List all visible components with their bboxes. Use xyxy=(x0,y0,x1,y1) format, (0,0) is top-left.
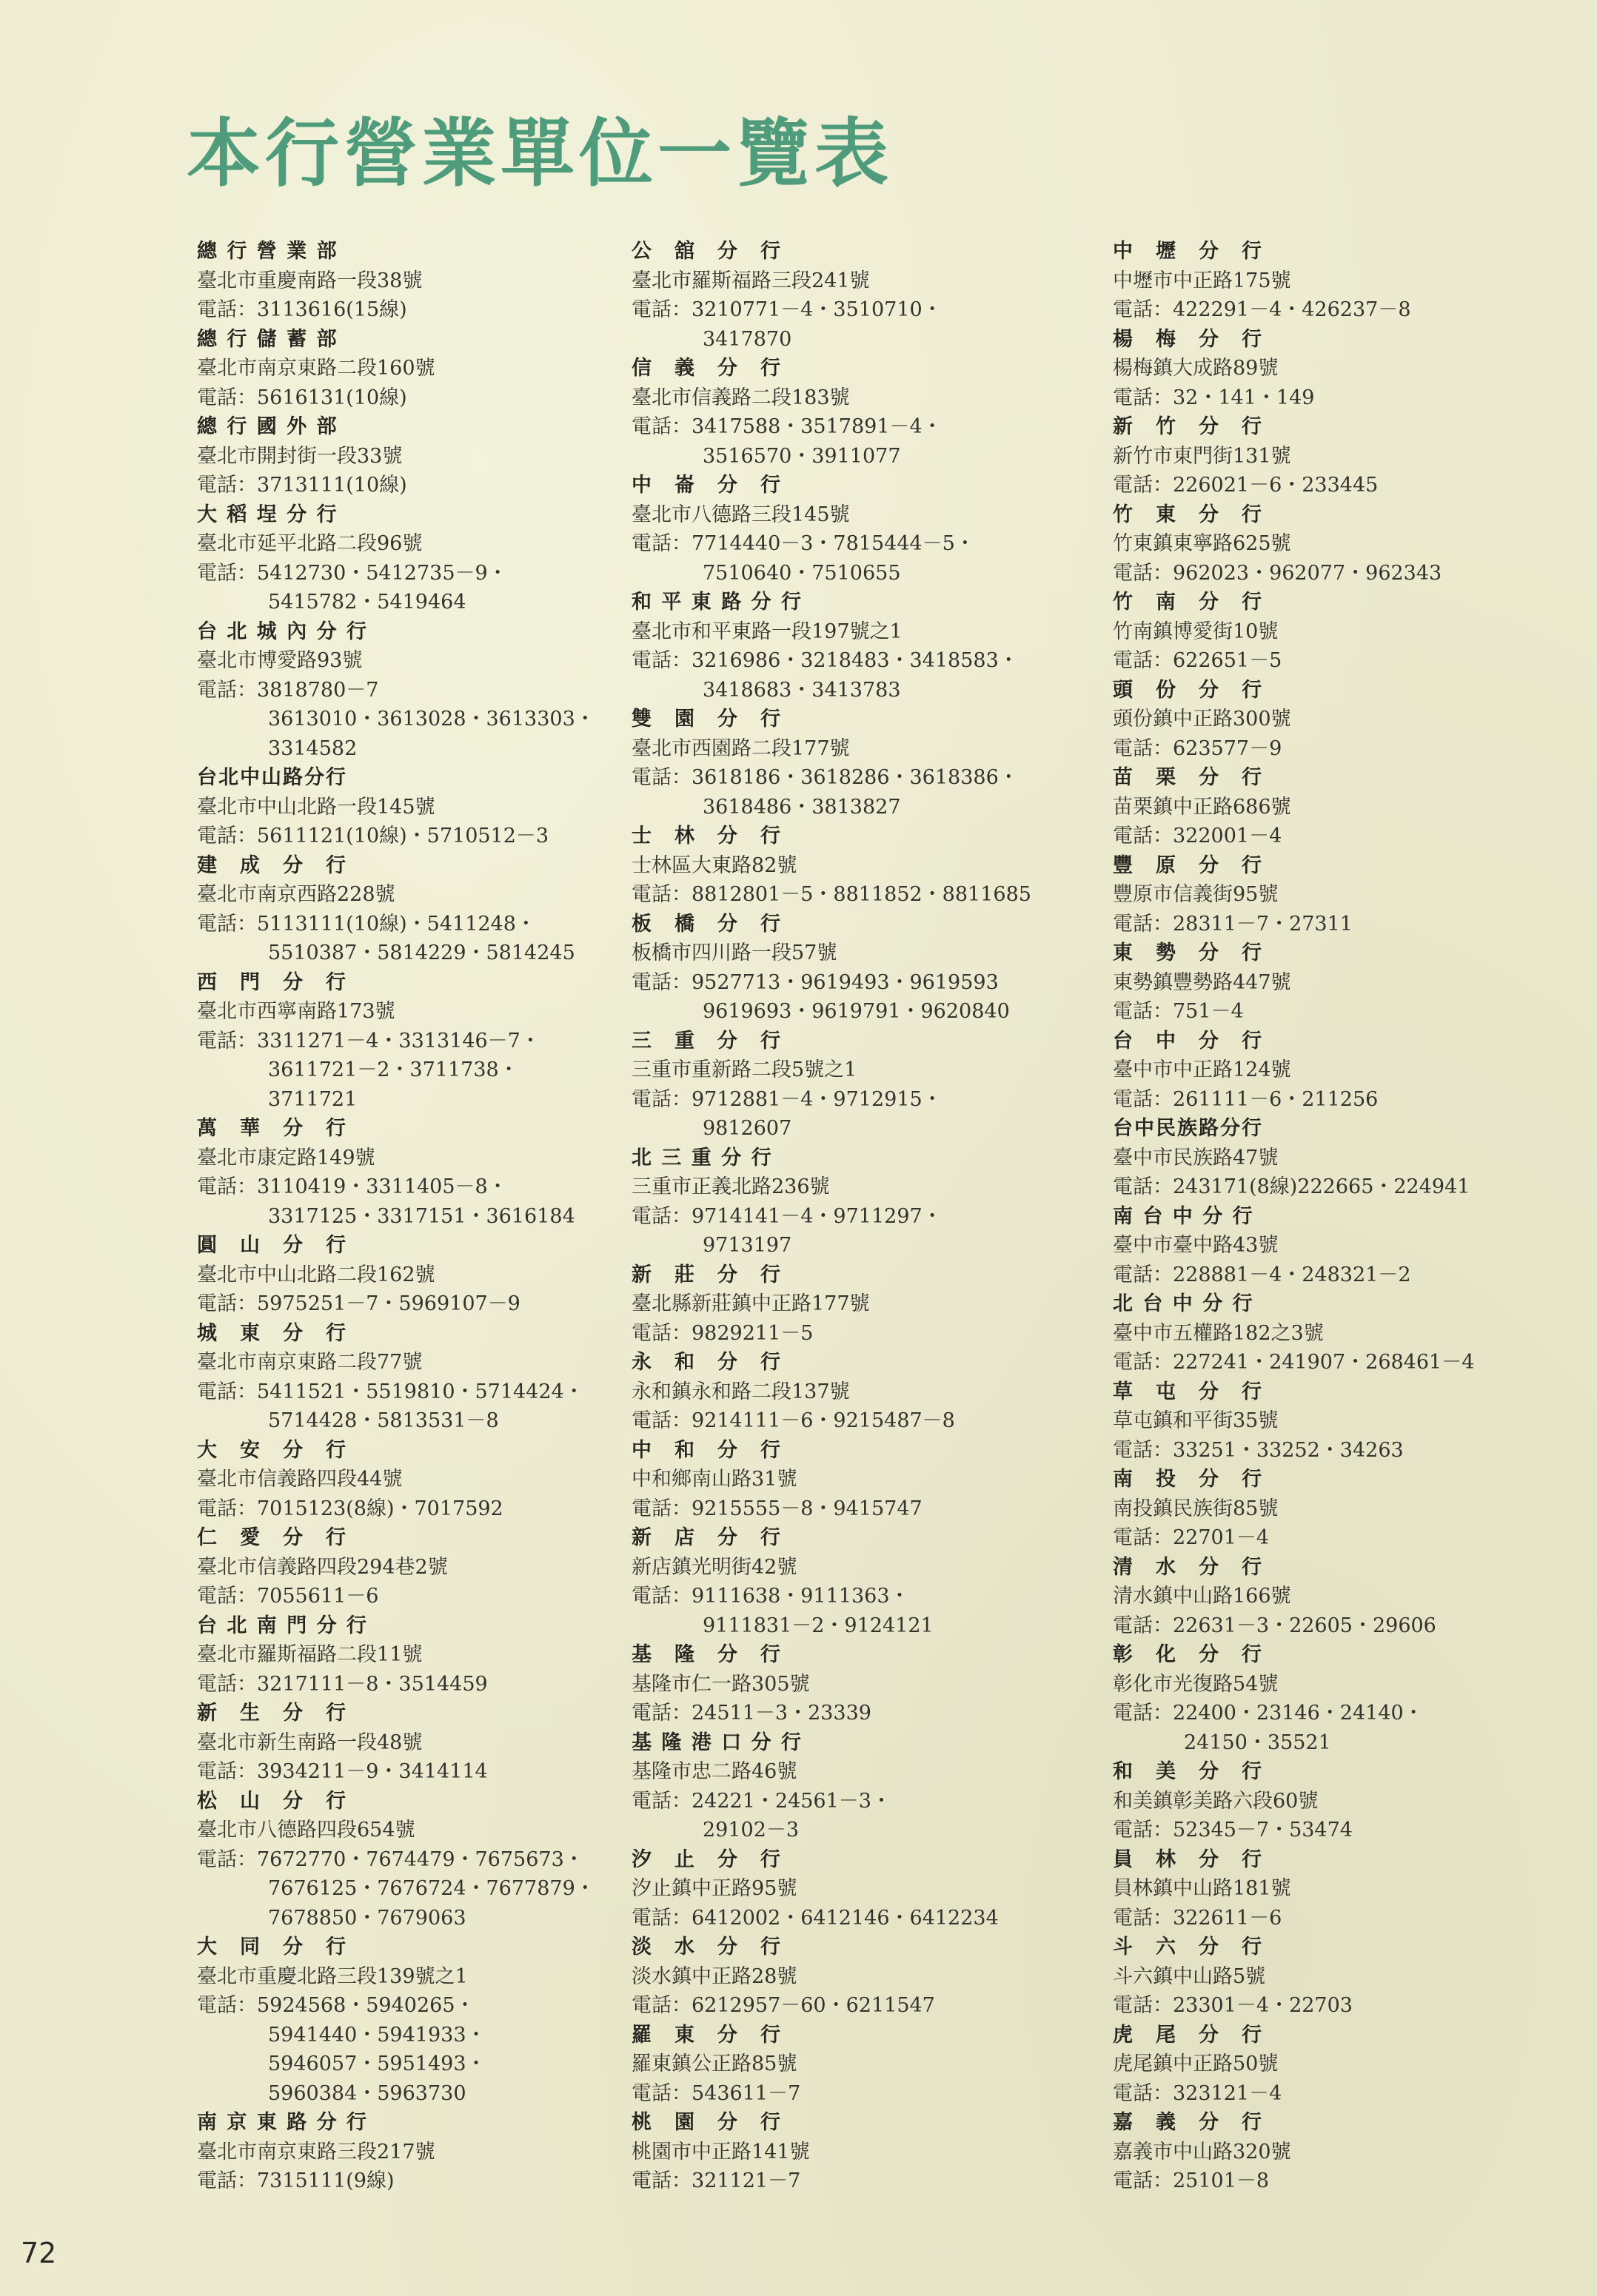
branch-name: 新 店 分 行 xyxy=(632,1526,782,1549)
branch-entry xyxy=(197,1231,619,1319)
branch-entry xyxy=(1113,1114,1527,1202)
branch-phone: 電話：5412730・5412735－9・ xyxy=(197,561,508,585)
branch-entry xyxy=(1113,237,1527,325)
branch-entry xyxy=(1113,588,1527,676)
branch-phone-continued: 3418683・3413783 xyxy=(703,678,901,702)
branch-phone: 電話：3113616(15線) xyxy=(197,298,407,321)
branch-name: 基 隆 分 行 xyxy=(632,1643,782,1666)
branch-phone: 電話：6212957－60・6211547 xyxy=(632,1994,935,2017)
branch-name: 雙 園 分 行 xyxy=(632,708,782,731)
branch-name: 士 林 分 行 xyxy=(632,825,782,847)
branch-entry xyxy=(197,412,619,500)
branch-phone-continued: 3417870 xyxy=(703,327,792,351)
branch-address: 臺北市八德路三段145號 xyxy=(632,503,850,526)
branch-entry xyxy=(632,2108,1076,2196)
branch-address: 板橋市四川路一段57號 xyxy=(632,941,837,964)
page-title: 本行營業單位一覽表 xyxy=(187,110,893,197)
branch-entry xyxy=(197,763,619,851)
branch-phone: 電話：23301－4・22703 xyxy=(1113,1994,1353,2017)
branch-entry xyxy=(632,588,1076,705)
branch-column-1 xyxy=(197,237,619,2196)
branch-phone: 電話：3110419・3311405－8・ xyxy=(197,1175,508,1198)
branch-name: 嘉 義 分 行 xyxy=(1113,2111,1263,2134)
branch-entry xyxy=(632,1144,1076,1261)
branch-phone: 電話：9527713・9619493・9619593 xyxy=(632,970,999,994)
branch-address: 新竹市東門街131號 xyxy=(1113,444,1291,468)
branch-phone: 電話：5411521・5519810・5714424・ xyxy=(197,1380,584,1403)
branch-name: 基 隆 港 口 分 行 xyxy=(632,1731,803,1754)
branch-phone: 電話：7315111(9線) xyxy=(197,2169,395,2192)
branch-phone: 電話：3311271－4・3313146－7・ xyxy=(197,1029,540,1053)
branch-name: 清 水 分 行 xyxy=(1113,1555,1263,1579)
branch-entry xyxy=(197,1787,619,1933)
branch-entry xyxy=(1113,676,1527,764)
branch-name: 頭 份 分 行 xyxy=(1113,678,1263,702)
branch-phone-continued: 5960384・5963730 xyxy=(268,2081,466,2105)
branch-address: 臺中市五權路182之3號 xyxy=(1113,1321,1324,1345)
branch-phone-continued: 29102－3 xyxy=(703,1819,800,1842)
branch-name: 台 北 城 內 分 行 xyxy=(197,620,368,643)
branch-entry xyxy=(1113,1027,1527,1115)
branch-name: 員 林 分 行 xyxy=(1113,1847,1263,1871)
branch-phone: 電話：322001－4 xyxy=(1113,825,1282,847)
branch-entry xyxy=(1113,500,1527,588)
branch-phone: 電話：22701－4 xyxy=(1113,1526,1270,1549)
branch-name: 信 義 分 行 xyxy=(632,357,782,380)
branch-address: 中和鄉南山路31號 xyxy=(632,1468,797,1491)
branch-entry xyxy=(1113,851,1527,939)
branch-phone: 電話：32・141・149 xyxy=(1113,386,1315,409)
branch-entry xyxy=(197,1114,619,1231)
branch-phone: 電話：52345－7・53474 xyxy=(1113,1819,1353,1842)
branch-phone: 電話：22631－3・22605・29606 xyxy=(1113,1614,1436,1637)
branch-name: 南 台 中 分 行 xyxy=(1113,1204,1254,1228)
branch-address: 草屯鎮和平街35號 xyxy=(1113,1409,1279,1432)
branch-phone: 電話：9214111－6・9215487－8 xyxy=(632,1409,955,1432)
branch-phone: 電話：322611－6 xyxy=(1113,1906,1282,1930)
branch-address: 員林鎮中山路181號 xyxy=(1113,1877,1291,1900)
branch-column-2 xyxy=(632,237,1076,2196)
branch-entry xyxy=(1113,2108,1527,2196)
branch-entry xyxy=(632,354,1076,471)
branch-name: 北 三 重 分 行 xyxy=(632,1146,773,1169)
branch-name: 仁 愛 分 行 xyxy=(197,1526,347,1549)
branch-address: 三重市重新路二段5號之1 xyxy=(632,1058,857,1081)
branch-phone-continued: 7510640・7510655 xyxy=(703,561,901,585)
branch-entry xyxy=(632,705,1076,822)
branch-phone-continued: 3711721 xyxy=(268,1087,358,1111)
branch-address: 臺北市開封街一段33號 xyxy=(197,444,403,468)
branch-name: 板 橋 分 行 xyxy=(632,912,782,936)
branch-entry xyxy=(632,1728,1076,1845)
branch-address: 豐原市信義街95號 xyxy=(1113,883,1279,906)
branch-entry xyxy=(632,1261,1076,1349)
branch-phone: 電話：422291－4・426237－8 xyxy=(1113,298,1411,321)
branch-phone-continued: 5946057・5951493・ xyxy=(268,2052,486,2075)
branch-name: 彰 化 分 行 xyxy=(1113,1643,1263,1666)
branch-address: 斗六鎮中山路5號 xyxy=(1113,1964,1266,1988)
branch-phone: 電話：5616131(10線) xyxy=(197,386,407,409)
branch-entry xyxy=(1113,2021,1527,2109)
branch-entry xyxy=(1113,1845,1527,1933)
branch-address: 臺北市新生南路一段48號 xyxy=(197,1731,423,1754)
branch-name: 新 莊 分 行 xyxy=(632,1263,782,1286)
branch-phone: 電話：5975251－7・5969107－9 xyxy=(197,1292,520,1315)
branch-phone: 電話：226021－6・233445 xyxy=(1113,474,1379,497)
branch-name: 總 行 營 業 部 xyxy=(197,240,338,263)
branch-name: 羅 東 分 行 xyxy=(632,2023,782,2047)
branch-entry xyxy=(1113,1933,1527,2021)
branch-phone-continued: 3618486・3813827 xyxy=(703,795,901,819)
branch-address: 臺北市八德路四段654號 xyxy=(197,1819,415,1842)
branch-phone: 電話：227241・241907・268461－4 xyxy=(1113,1351,1475,1374)
branch-phone: 電話：7015123(8線)・7017592 xyxy=(197,1497,503,1520)
branch-name: 楊 梅 分 行 xyxy=(1113,327,1263,351)
branch-address: 新店鎮光明街42號 xyxy=(632,1555,797,1579)
branch-phone-continued: 9713197 xyxy=(703,1234,792,1257)
branch-address: 士林區大東路82號 xyxy=(632,853,797,877)
branch-phone: 電話：3934211－9・3414114 xyxy=(197,1760,488,1783)
branch-name: 圓 山 分 行 xyxy=(197,1234,347,1257)
branch-phone: 電話：9829211－5 xyxy=(632,1321,814,1345)
branch-entry xyxy=(1113,1757,1527,1845)
branch-entry xyxy=(1113,1202,1527,1290)
branch-phone: 電話：323121－4 xyxy=(1113,2081,1282,2105)
branch-name: 大 同 分 行 xyxy=(197,1936,347,1958)
branch-address: 臺中市臺中路43號 xyxy=(1113,1234,1279,1257)
branch-phone: 電話：33251・33252・34263 xyxy=(1113,1438,1404,1462)
branch-column-3 xyxy=(1113,237,1527,2196)
branch-phone-continued: 24150・35521 xyxy=(1184,1731,1331,1754)
branch-entry xyxy=(632,2021,1076,2109)
branch-address: 南投鎮民族街85號 xyxy=(1113,1497,1279,1520)
branch-entry xyxy=(632,1436,1076,1524)
branch-name: 台中民族路分行 xyxy=(1113,1117,1263,1140)
branch-phone: 電話：9712881－4・9712915・ xyxy=(632,1087,943,1111)
branch-entry xyxy=(197,237,619,325)
branch-phone: 電話：962023・962077・962343 xyxy=(1113,561,1442,585)
branch-phone: 電話：22400・23146・24140・ xyxy=(1113,1702,1424,1725)
branch-name: 西 門 分 行 xyxy=(197,970,347,994)
branch-address: 永和鎮永和路二段137號 xyxy=(632,1380,850,1403)
branch-name: 東 勢 分 行 xyxy=(1113,941,1263,964)
branch-name: 汐 止 分 行 xyxy=(632,1847,782,1871)
branch-name: 台 北 南 門 分 行 xyxy=(197,1614,368,1637)
branch-entry xyxy=(1113,763,1527,851)
branch-phone-continued: 3516570・3911077 xyxy=(703,444,901,468)
branch-entry xyxy=(197,1611,619,1699)
branch-phone: 電話：243171(8線)222665・224941 xyxy=(1113,1175,1470,1198)
branch-address: 和美鎮彰美路六段60號 xyxy=(1113,1789,1319,1813)
branch-address: 臺北市羅斯福路二段11號 xyxy=(197,1643,423,1666)
branch-phone: 電話：7714440－3・7815444－5・ xyxy=(632,532,975,555)
branch-entry xyxy=(197,968,619,1115)
branch-address: 臺北市中山北路一段145號 xyxy=(197,795,435,819)
branch-entry xyxy=(1113,1377,1527,1466)
branch-address: 臺北縣新莊鎮中正路177號 xyxy=(632,1292,870,1315)
branch-entry xyxy=(632,1933,1076,2021)
branch-address: 臺北市西園路二段177號 xyxy=(632,736,850,760)
branch-address: 臺北市信義路四段44號 xyxy=(197,1468,403,1491)
branch-name: 總 行 國 外 部 xyxy=(197,415,338,438)
branch-phone: 電話：5924568・5940265・ xyxy=(197,1994,475,2017)
branch-name: 南 京 東 路 分 行 xyxy=(197,2111,368,2134)
branch-phone: 電話：321121－7 xyxy=(632,2169,801,2192)
branch-entry xyxy=(1113,1289,1527,1377)
branch-phone: 電話：28311－7・27311 xyxy=(1113,912,1353,936)
branch-phone: 電話：623577－9 xyxy=(1113,736,1282,760)
branch-address: 臺北市南京東路二段160號 xyxy=(197,357,435,380)
branch-name: 萬 華 分 行 xyxy=(197,1117,347,1140)
branch-entry xyxy=(197,617,619,764)
branch-entry xyxy=(632,822,1076,910)
branch-phone-continued: 5510387・5814229・5814245 xyxy=(268,941,575,964)
branch-address: 羅東鎮公正路85號 xyxy=(632,2052,797,2075)
branch-address: 竹南鎮博愛街10號 xyxy=(1113,620,1279,643)
branch-name: 台 中 分 行 xyxy=(1113,1029,1263,1053)
branch-address: 楊梅鎮大成路89號 xyxy=(1113,357,1279,380)
branch-entry xyxy=(1113,939,1527,1027)
branch-address: 頭份鎮中正路300號 xyxy=(1113,708,1291,731)
branch-phone: 電話：3818780－7 xyxy=(197,678,379,702)
branch-phone: 電話：3417588・3517891－4・ xyxy=(632,415,943,438)
branch-phone: 電話：622651－5 xyxy=(1113,649,1282,672)
branch-address: 三重市正義北路236號 xyxy=(632,1175,830,1198)
branch-name: 中 和 分 行 xyxy=(632,1438,782,1462)
branch-phone: 電話：3217111－8・3514459 xyxy=(197,1672,488,1696)
branch-phone: 電話：7055611－6 xyxy=(197,1585,379,1608)
branch-phone: 電話：3713111(10線) xyxy=(197,474,407,497)
branch-name: 豐 原 分 行 xyxy=(1113,853,1263,877)
branch-address: 臺北市中山北路二段162號 xyxy=(197,1263,435,1286)
branch-address: 臺北市南京西路228號 xyxy=(197,883,395,906)
branch-name: 松 山 分 行 xyxy=(197,1789,347,1813)
branch-name: 公 舘 分 行 xyxy=(632,240,782,263)
branch-name: 竹 南 分 行 xyxy=(1113,591,1263,614)
branch-address: 虎尾鎮中正路50號 xyxy=(1113,2052,1279,2075)
branch-entry xyxy=(197,1319,619,1436)
branch-phone: 電話：228881－4・248321－2 xyxy=(1113,1263,1411,1286)
branch-entry xyxy=(197,325,619,413)
branch-name: 和 平 東 路 分 行 xyxy=(632,591,803,614)
branch-entry xyxy=(197,1436,619,1524)
branch-address: 基隆市忠二路46號 xyxy=(632,1760,797,1783)
branch-address: 竹東鎮東寧路625號 xyxy=(1113,532,1291,555)
branch-entry xyxy=(632,1523,1076,1640)
branch-phone-continued: 3317125・3317151・3616184 xyxy=(268,1204,575,1228)
branch-name: 中 崙 分 行 xyxy=(632,474,782,497)
branch-address: 基隆市仁一路305號 xyxy=(632,1672,810,1696)
branch-name: 台北中山路分行 xyxy=(197,766,347,789)
branch-name: 竹 東 分 行 xyxy=(1113,503,1263,526)
branch-phone-continued: 7678850・7679063 xyxy=(268,1906,466,1930)
branch-address: 臺北市重慶南路一段38號 xyxy=(197,269,423,292)
branch-phone: 電話：3210771－4・3510710・ xyxy=(632,298,943,321)
branch-entry xyxy=(1113,1640,1527,1757)
branch-phone-continued: 5415782・5419464 xyxy=(268,591,466,614)
branch-address: 淡水鎮中正路28號 xyxy=(632,1964,797,1988)
branch-name: 大 稻 埕 分 行 xyxy=(197,503,338,526)
branch-address: 臺北市信義路四段294巷2號 xyxy=(197,1555,448,1579)
branch-phone-continued: 9111831－2・9124121 xyxy=(703,1614,934,1637)
branch-phone: 電話：7672770・7674479・7675673・ xyxy=(197,1847,584,1871)
branch-phone: 電話：9111638・9111363・ xyxy=(632,1585,910,1608)
branch-name: 草 屯 分 行 xyxy=(1113,1380,1263,1403)
branch-phone-continued: 5714428・5813531－8 xyxy=(268,1409,499,1432)
branch-name: 新 生 分 行 xyxy=(197,1702,347,1725)
branch-phone: 電話：9215555－8・9415747 xyxy=(632,1497,923,1520)
branch-entry xyxy=(1113,325,1527,413)
branch-entry xyxy=(632,237,1076,354)
branch-phone-continued: 7676125・7676724・7677879・ xyxy=(268,1877,595,1900)
branch-entry xyxy=(632,1027,1076,1144)
branch-entry xyxy=(197,851,619,968)
branch-address: 臺北市和平東路一段197號之1 xyxy=(632,620,903,643)
branch-address: 臺中市民族路47號 xyxy=(1113,1146,1279,1169)
branch-name: 北 台 中 分 行 xyxy=(1113,1292,1254,1315)
branch-entry xyxy=(197,500,619,617)
branch-phone: 電話：24511－3・23339 xyxy=(632,1702,871,1725)
branch-name: 城 東 分 行 xyxy=(197,1321,347,1345)
branch-name: 桃 園 分 行 xyxy=(632,2111,782,2134)
branch-phone: 電話：751－4 xyxy=(1113,1000,1244,1023)
branch-address: 臺北市西寧南路173號 xyxy=(197,1000,395,1023)
branch-name: 虎 尾 分 行 xyxy=(1113,2023,1263,2047)
branch-address: 彰化市光復路54號 xyxy=(1113,1672,1279,1696)
branch-name: 大 安 分 行 xyxy=(197,1438,347,1462)
page-number: 72 xyxy=(21,2237,57,2269)
branch-address: 東勢鎮豐勢路447號 xyxy=(1113,970,1291,994)
branch-name: 三 重 分 行 xyxy=(632,1029,782,1053)
branch-address: 桃園市中正路141號 xyxy=(632,2140,810,2164)
branch-address: 清水鎮中山路166號 xyxy=(1113,1585,1291,1608)
branch-phone: 電話：6412002・6412146・6412234 xyxy=(632,1906,999,1930)
branch-entry xyxy=(632,1348,1076,1436)
branch-entry xyxy=(632,1845,1076,1933)
branch-address: 臺北市南京東路三段217號 xyxy=(197,2140,435,2164)
branch-name: 南 投 分 行 xyxy=(1113,1468,1263,1491)
branch-address: 汐止鎮中正路95號 xyxy=(632,1877,797,1900)
branch-phone: 電話：25101－8 xyxy=(1113,2169,1270,2192)
branch-address: 臺北市延平北路二段96號 xyxy=(197,532,423,555)
branch-address: 臺中市中正路124號 xyxy=(1113,1058,1291,1081)
branch-address: 臺北市南京東路二段77號 xyxy=(197,1351,423,1374)
branch-name: 建 成 分 行 xyxy=(197,853,347,877)
branch-entry xyxy=(197,2108,619,2196)
branch-phone-continued: 5941440・5941933・ xyxy=(268,2023,486,2047)
branch-address: 臺北市信義路二段183號 xyxy=(632,386,850,409)
branch-phone-continued: 3613010・3613028・3613303・ xyxy=(268,708,595,731)
branch-address: 中壢市中正路175號 xyxy=(1113,269,1291,292)
branch-name: 苗 栗 分 行 xyxy=(1113,766,1263,789)
branch-address: 臺北市博愛路93號 xyxy=(197,649,363,672)
branch-entry xyxy=(1113,1465,1527,1553)
branch-phone: 電話：3618186・3618286・3618386・ xyxy=(632,766,1019,789)
branch-phone: 電話：261111－6・211256 xyxy=(1113,1087,1379,1111)
branch-address: 嘉義市中山路320號 xyxy=(1113,2140,1291,2164)
branch-phone: 電話：3216986・3218483・3418583・ xyxy=(632,649,1019,672)
branch-phone-continued: 3611721－2・3711738・ xyxy=(268,1058,519,1081)
branch-address: 苗栗鎮中正路686號 xyxy=(1113,795,1291,819)
branch-name: 總 行 儲 蓄 部 xyxy=(197,327,338,351)
branch-name: 永 和 分 行 xyxy=(632,1351,782,1374)
branch-entry xyxy=(632,471,1076,588)
branch-entry xyxy=(197,1933,619,2108)
branch-phone: 電話：5611121(10線)・5710512－3 xyxy=(197,825,549,847)
branch-address: 臺北市康定路149號 xyxy=(197,1146,375,1169)
branch-address: 臺北市羅斯福路三段241號 xyxy=(632,269,870,292)
branch-phone: 電話：8812801－5・8811852・8811685 xyxy=(632,883,1031,906)
branch-name: 中 壢 分 行 xyxy=(1113,240,1263,263)
branch-phone-continued: 3314582 xyxy=(268,736,358,760)
branch-name: 淡 水 分 行 xyxy=(632,1936,782,1958)
branch-entry xyxy=(197,1523,619,1611)
branch-entry xyxy=(632,910,1076,1027)
branch-name: 新 竹 分 行 xyxy=(1113,415,1263,438)
branch-address: 臺北市重慶北路三段139號之1 xyxy=(197,1964,468,1988)
branch-phone: 電話：5113111(10線)・5411248・ xyxy=(197,912,536,936)
branch-phone: 電話：9714141－4・9711297・ xyxy=(632,1204,943,1228)
branch-entry xyxy=(1113,1553,1527,1641)
branch-name: 和 美 分 行 xyxy=(1113,1760,1263,1783)
branch-phone: 電話：24221・24561－3・ xyxy=(632,1789,891,1813)
branch-phone-continued: 9619693・9619791・9620840 xyxy=(703,1000,1010,1023)
branch-phone: 電話：543611－7 xyxy=(632,2081,801,2105)
branch-name: 斗 六 分 行 xyxy=(1113,1936,1263,1958)
branch-entry xyxy=(197,1699,619,1787)
branch-phone-continued: 9812607 xyxy=(703,1117,792,1140)
branch-entry xyxy=(632,1640,1076,1728)
branch-entry xyxy=(1113,412,1527,500)
